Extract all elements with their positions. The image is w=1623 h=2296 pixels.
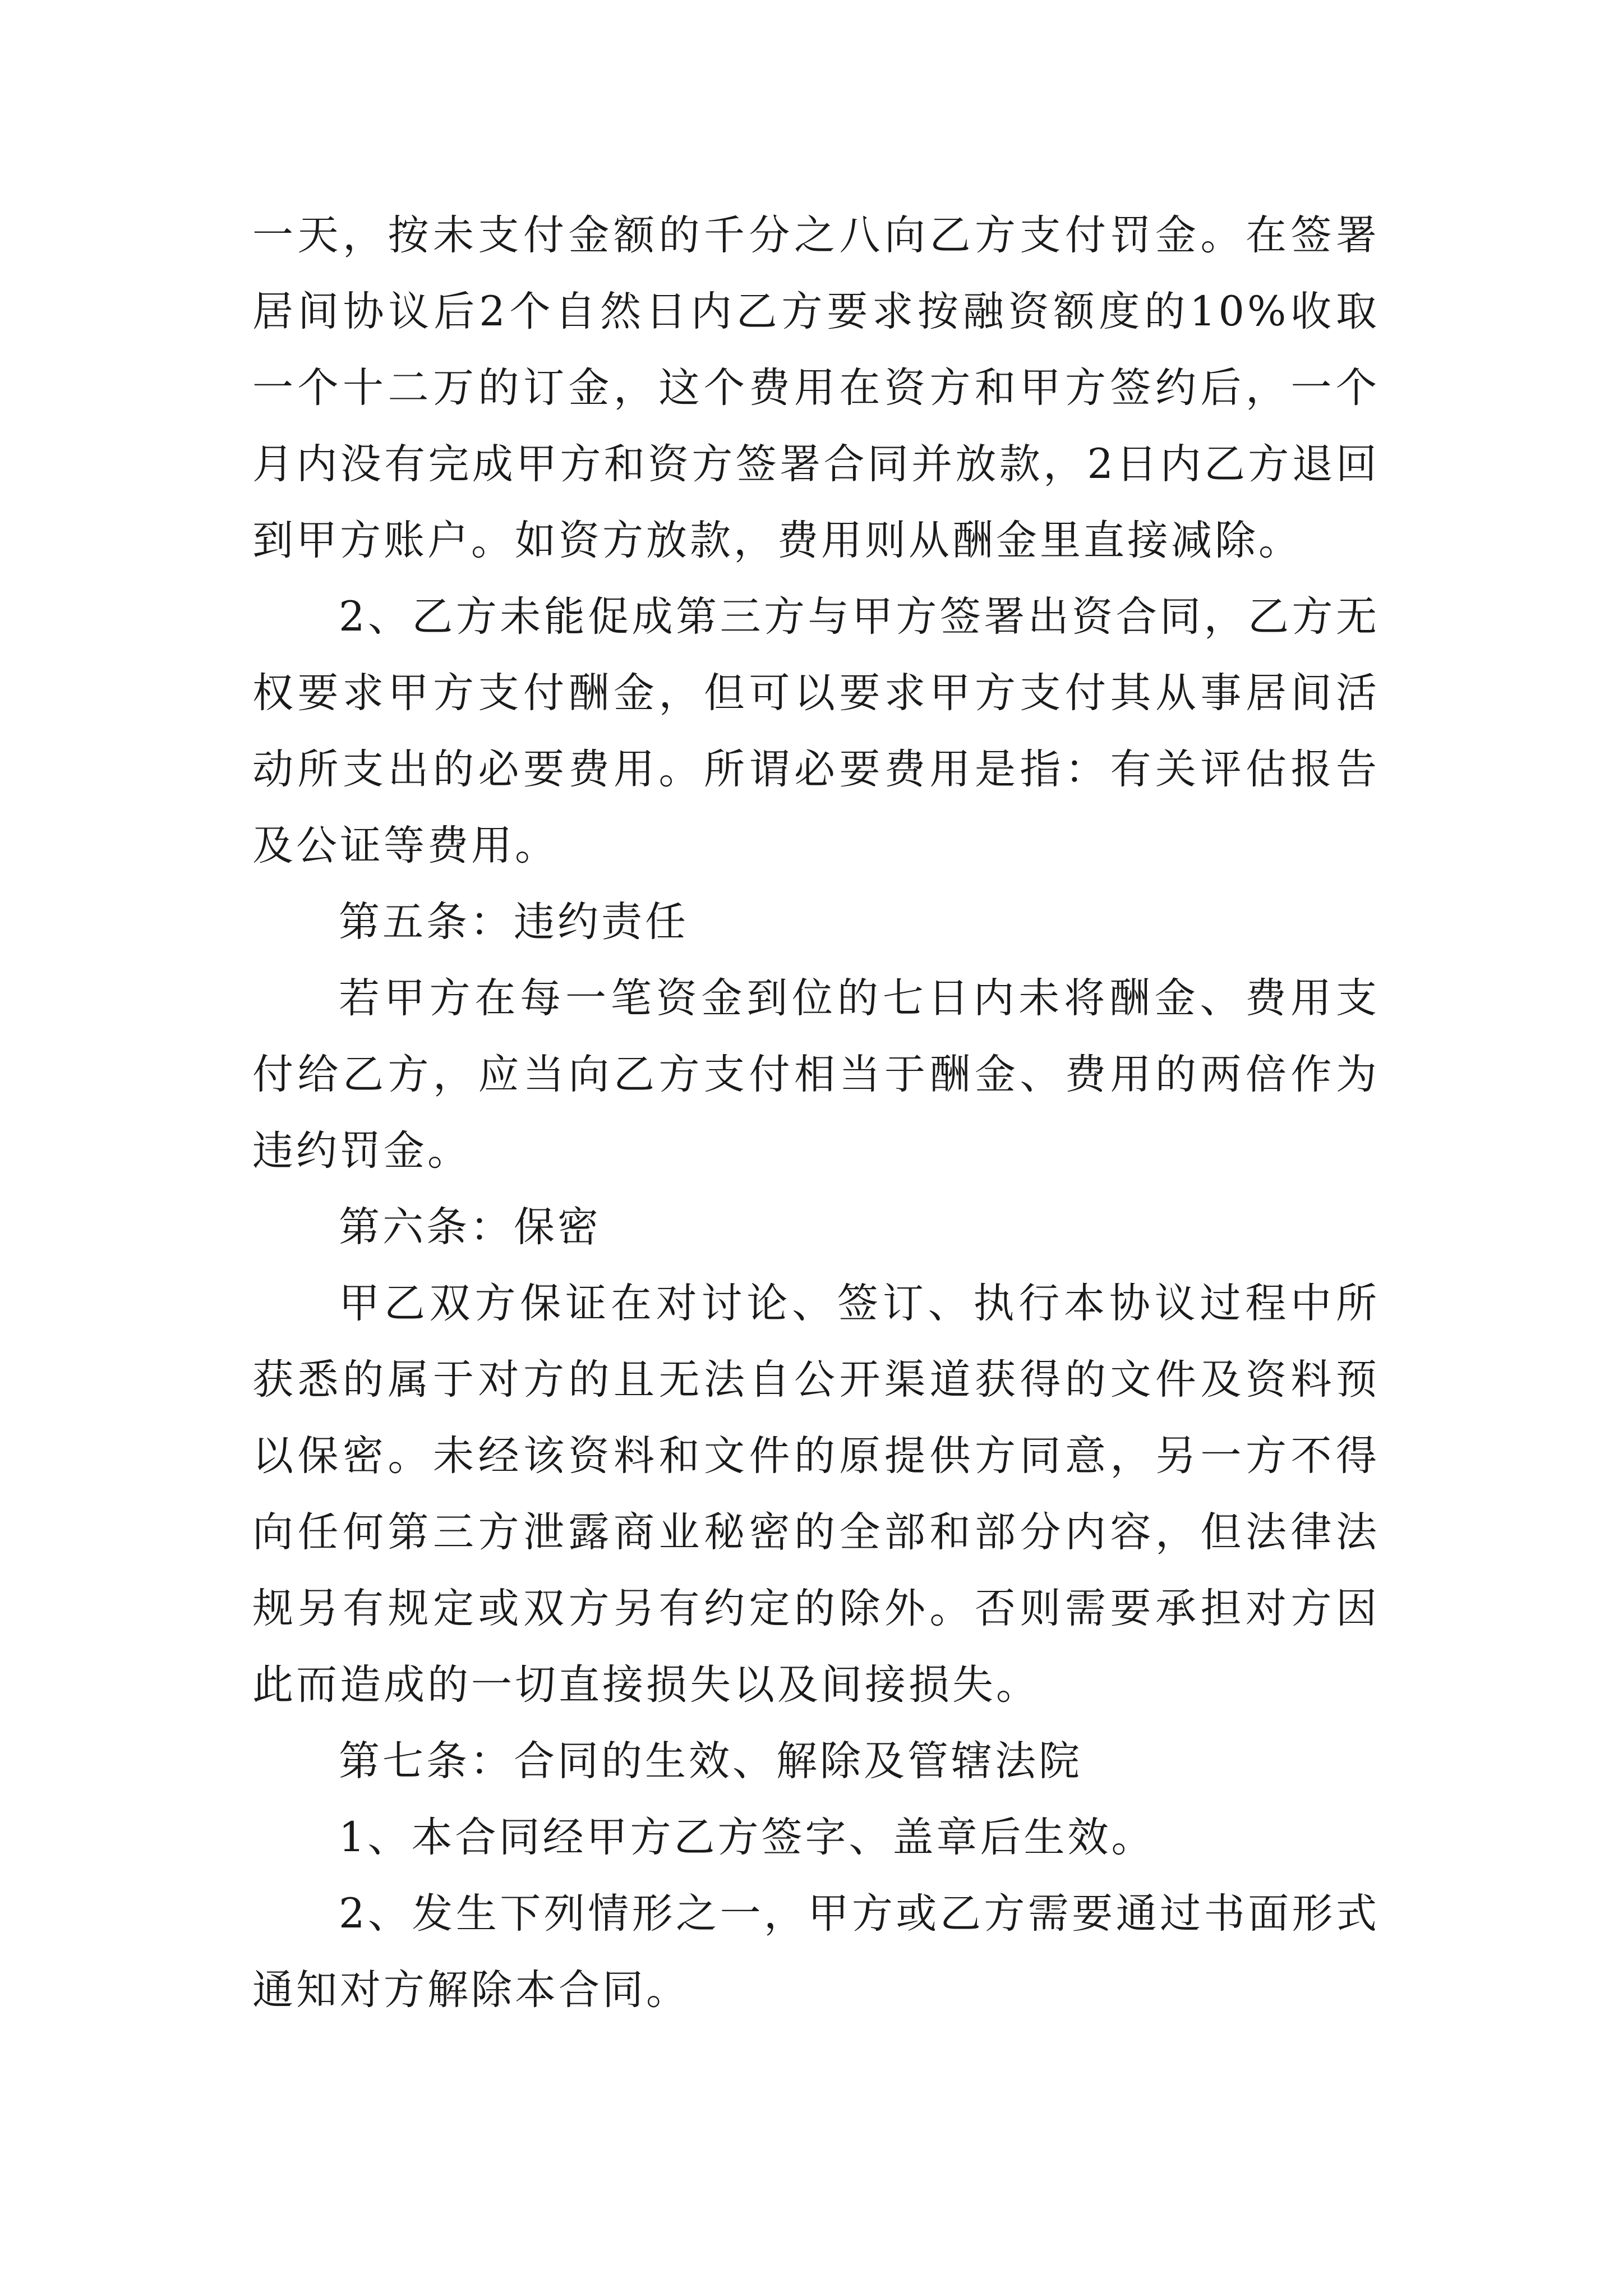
paragraph-effectiveness-2: 2、发生下列情形之一，甲方或乙方需要通过书面形式通知对方解除本合同。 (252, 1890, 1380, 2014)
section-heading-breach-liability: 第五条：违约责任 (339, 898, 689, 946)
paragraph-confidentiality: 甲乙双方保证在对讨论、签订、执行本协议过程中所获悉的属于对方的且无法自公开渠道获得的文件及资料预以保密。未经该资料和文件的原提供方同意，另一方不得向任何第三方泄露商业秘密的全部和部分内容，但法律法规另有规定或双方另有约定的除外。否则需要承担对方因此而造成的一切直接损失以及间接损失。 (252, 1280, 1380, 1709)
paragraph-payment-penalty: 一天，按未支付金额的千分之八向乙方支付罚金。在签署居间协议后2个自然日内乙方要求按融资额度的10%收取一个十二万的订金，这个费用在资方和甲方签约后，一个月内没有完成甲方和资方签署合同并放款，2日内乙方退回到甲方账户。如资方放款，费用则从酬金里直接减除。 (252, 211, 1380, 564)
paragraph-unsuccessful-mediation: 2、乙方未能促成第三方与甲方签署出资合同，乙方无权要求甲方支付酬金，但可以要求甲方支付其从事居间活动所支出的必要费用。所谓必要费用是指：有关评估报告及公证等费用。 (252, 593, 1380, 869)
document-body (252, 197, 1380, 2028)
paragraph-breach-liability: 若甲方在每一笔资金到位的七日内未将酬金、费用支付给乙方，应当向乙方支付相当于酬金、费用的两倍作为违约罚金。 (252, 974, 1380, 1175)
section-heading-effectiveness: 第七条：合同的生效、解除及管辖法院 (339, 1737, 1082, 1785)
paragraph-effectiveness-1: 1、本合同经甲方乙方签字、盖章后生效。 (339, 1814, 1155, 1861)
section-heading-confidentiality: 第六条：保密 (339, 1203, 601, 1251)
